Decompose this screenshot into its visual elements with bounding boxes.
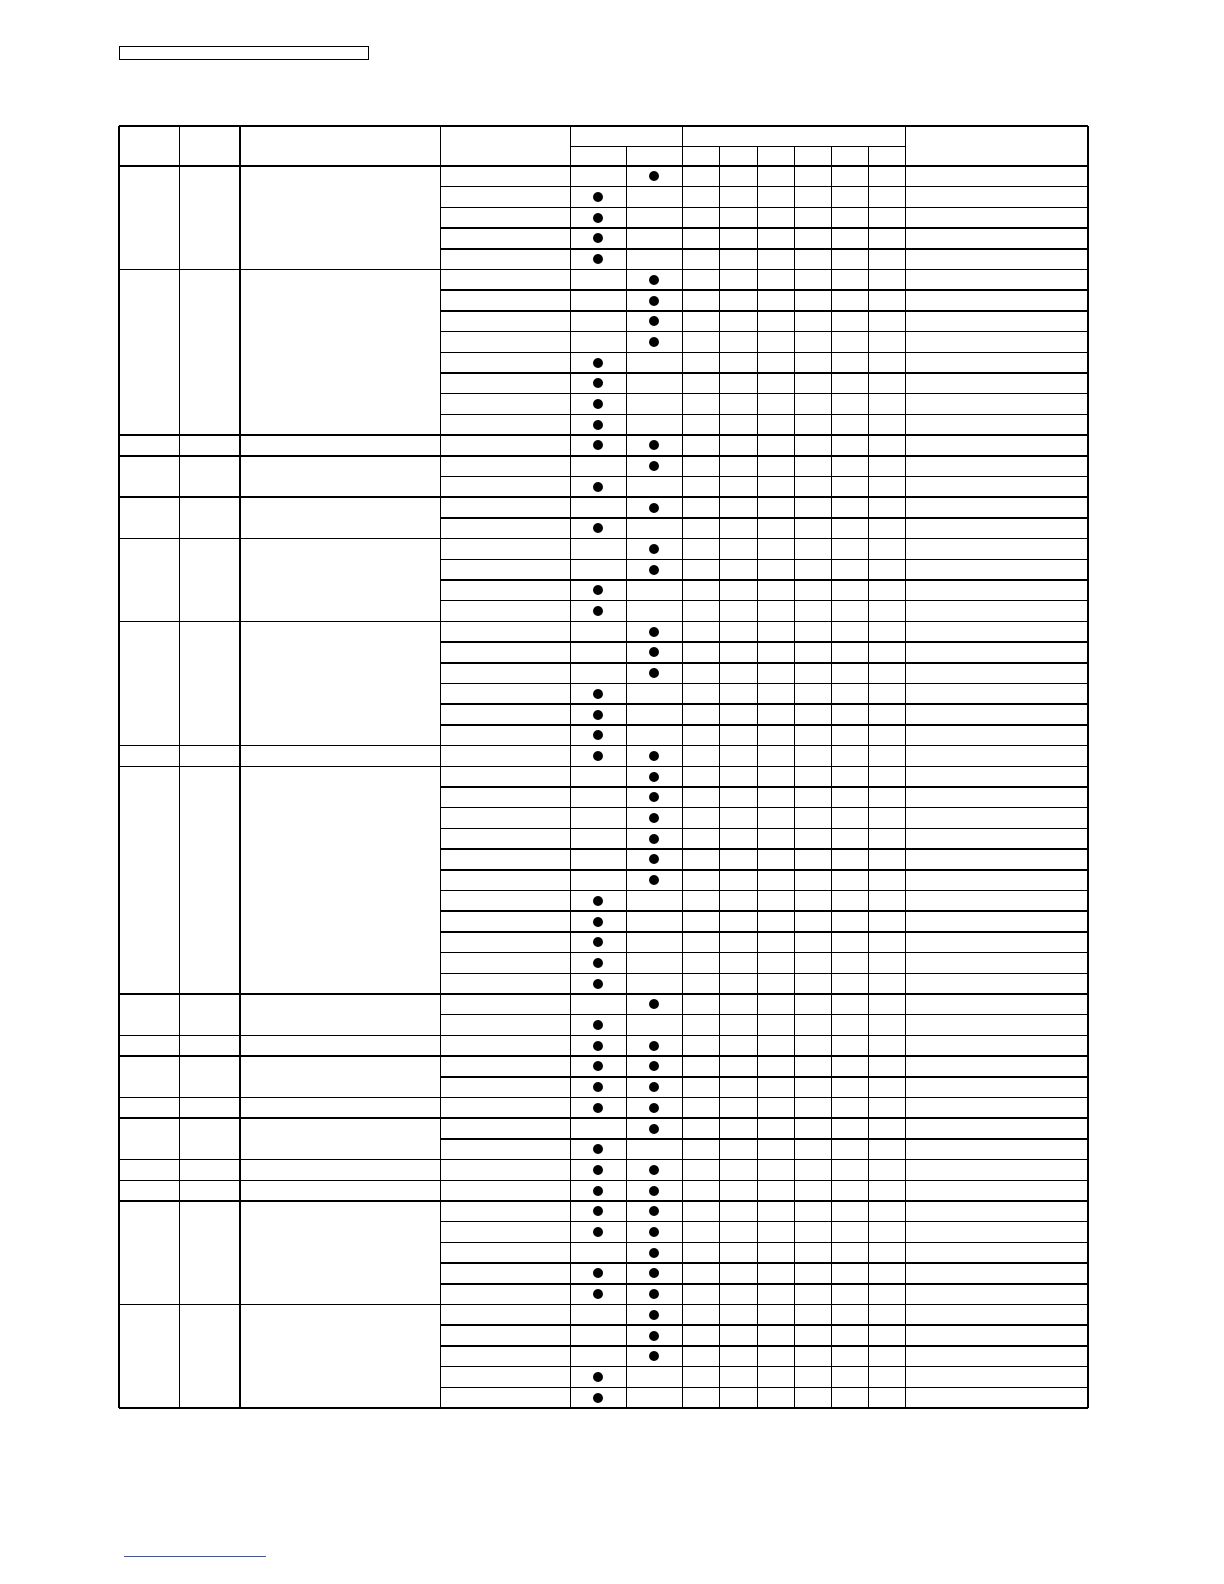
bullet-mark: [649, 1227, 659, 1237]
bullet-mark: [649, 1186, 659, 1196]
group-separator: [119, 1304, 1088, 1306]
bullet-mark: [593, 1165, 603, 1175]
group-separator: [119, 455, 1088, 457]
row-separator: [440, 414, 1088, 416]
group-separator: [119, 1159, 1088, 1161]
row-separator: [440, 952, 1088, 954]
row-separator: [440, 331, 1088, 333]
bullet-mark: [649, 813, 659, 823]
row-separator: [440, 186, 1088, 188]
bullet-mark: [593, 1144, 603, 1154]
bullet-mark: [649, 1268, 659, 1278]
row-separator: [440, 641, 1088, 643]
row-separator: [440, 890, 1088, 892]
bullet-mark: [593, 1020, 603, 1030]
bullet-mark: [649, 772, 659, 782]
row-separator: [440, 393, 1088, 395]
bullet-mark: [649, 461, 659, 471]
bullet-mark: [593, 606, 603, 616]
row-separator: [440, 372, 1088, 374]
row-separator: [440, 869, 1088, 871]
bullet-mark: [649, 1351, 659, 1361]
row-separator: [440, 931, 1088, 933]
row-separator: [440, 207, 1088, 209]
bullet-mark: [593, 710, 603, 720]
bullet-mark: [649, 1124, 659, 1134]
row-separator: [440, 227, 1088, 229]
header-subdivider: [570, 146, 905, 147]
bullet-mark: [593, 689, 603, 699]
bullet-mark: [593, 751, 603, 761]
row-separator: [440, 579, 1088, 581]
group-separator: [119, 269, 1088, 271]
row-separator: [440, 476, 1088, 478]
col-subdivider: [831, 146, 832, 1408]
bullet-mark: [649, 1103, 659, 1113]
bullet-mark: [593, 1206, 603, 1216]
group-separator: [119, 1035, 1088, 1037]
row-separator: [440, 289, 1088, 291]
bullet-mark: [649, 316, 659, 326]
group-separator: [119, 1200, 1088, 1202]
bullet-mark: [649, 627, 659, 637]
row-separator: [440, 1014, 1088, 1016]
group-separator: [119, 1180, 1088, 1182]
bullet-mark: [593, 917, 603, 927]
group-separator: [119, 766, 1088, 768]
group-separator: [119, 745, 1088, 747]
bullet-mark: [593, 440, 603, 450]
row-separator: [440, 1345, 1088, 1347]
row-separator: [440, 1283, 1088, 1285]
bullet-mark: [593, 378, 603, 388]
bullet-mark: [593, 482, 603, 492]
row-separator: [440, 1387, 1088, 1389]
row-separator: [440, 662, 1088, 664]
bullet-mark: [593, 358, 603, 368]
group-separator: [119, 1117, 1088, 1119]
bullet-mark: [649, 1061, 659, 1071]
bullet-mark: [649, 503, 659, 513]
row-separator: [440, 724, 1088, 726]
group-separator: [119, 538, 1088, 540]
row-separator: [440, 848, 1088, 850]
bullet-mark: [649, 1331, 659, 1341]
row-separator: [440, 910, 1088, 912]
row-separator: [440, 1242, 1088, 1244]
row-separator: [440, 352, 1088, 354]
col-subdivider: [626, 146, 627, 1408]
row-separator: [440, 310, 1088, 312]
row-separator: [440, 1076, 1088, 1078]
bullet-mark: [649, 668, 659, 678]
bullet-mark: [649, 1248, 659, 1258]
row-separator: [440, 1366, 1088, 1368]
bullet-mark: [593, 420, 603, 430]
row-separator: [440, 828, 1088, 830]
bullet-mark: [649, 751, 659, 761]
bullet-mark: [593, 1393, 603, 1403]
bullet-mark: [593, 730, 603, 740]
row-separator: [440, 517, 1088, 519]
col-subdivider: [794, 146, 795, 1408]
bullet-mark: [649, 275, 659, 285]
bullet-mark: [649, 1041, 659, 1051]
bullet-mark: [593, 979, 603, 989]
bullet-mark: [593, 1103, 603, 1113]
table-top-border: [119, 125, 1088, 126]
bullet-mark: [593, 1061, 603, 1071]
row-separator: [440, 559, 1088, 561]
bullet-mark: [649, 544, 659, 554]
bullet-mark: [593, 233, 603, 243]
row-separator: [440, 600, 1088, 602]
bullet-mark: [593, 1268, 603, 1278]
bullet-mark: [593, 1372, 603, 1382]
bullet-mark: [649, 440, 659, 450]
bullet-mark: [593, 896, 603, 906]
row-separator: [440, 1138, 1088, 1140]
row-separator: [440, 786, 1088, 788]
bullet-mark: [593, 958, 603, 968]
bullet-mark: [649, 875, 659, 885]
bullet-mark: [593, 213, 603, 223]
bullet-mark: [649, 1206, 659, 1216]
bullet-mark: [649, 1165, 659, 1175]
bullet-mark: [649, 999, 659, 1009]
bullet-mark: [593, 399, 603, 409]
bullet-mark: [649, 565, 659, 575]
bullet-mark: [649, 171, 659, 181]
bullet-mark: [649, 296, 659, 306]
col-subdivider: [719, 146, 720, 1408]
col-subdivider: [757, 146, 758, 1408]
row-separator: [440, 1324, 1088, 1326]
bullet-mark: [649, 647, 659, 657]
bullet-mark: [593, 1082, 603, 1092]
row-separator: [440, 703, 1088, 705]
row-separator: [440, 248, 1088, 250]
bullet-mark: [593, 1186, 603, 1196]
row-separator: [440, 683, 1088, 685]
bullet-mark: [593, 1227, 603, 1237]
group-separator: [119, 496, 1088, 498]
table-bottom-border: [119, 1407, 1088, 1408]
row-separator: [440, 1221, 1088, 1223]
group-separator: [119, 621, 1088, 623]
bullet-mark: [649, 1082, 659, 1092]
bullet-mark: [649, 1289, 659, 1299]
footer-link[interactable]: [124, 1556, 266, 1557]
bullet-mark: [593, 523, 603, 533]
group-separator: [119, 434, 1088, 436]
row-separator: [440, 1262, 1088, 1264]
bullet-mark: [593, 192, 603, 202]
header-bottom-rule: [119, 165, 1088, 167]
bullet-mark: [593, 1041, 603, 1051]
group-separator: [119, 993, 1088, 995]
group-separator: [119, 1097, 1088, 1099]
bullet-mark: [649, 854, 659, 864]
row-separator: [440, 973, 1088, 975]
bullet-mark: [593, 254, 603, 264]
bullet-mark: [649, 1310, 659, 1320]
bullet-mark: [649, 792, 659, 802]
row-separator: [440, 807, 1088, 809]
bullet-mark: [593, 937, 603, 947]
bullet-mark: [649, 834, 659, 844]
bullet-mark: [593, 585, 603, 595]
bullet-mark: [649, 337, 659, 347]
col-subdivider: [868, 146, 869, 1408]
group-separator: [119, 1055, 1088, 1057]
bullet-mark: [593, 1289, 603, 1299]
